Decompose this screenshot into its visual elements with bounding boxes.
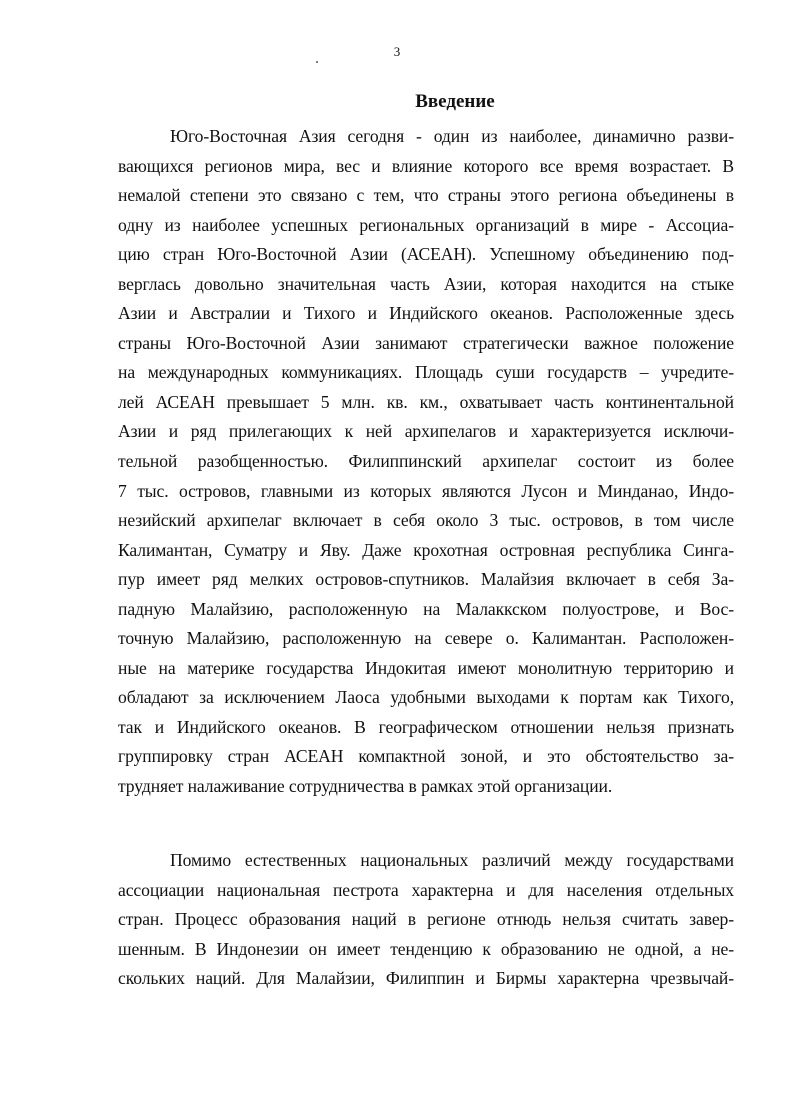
text-line: цию стран Юго-Восточной Азии (АСЕАН). Успешному объединению под- bbox=[118, 244, 734, 265]
text-line: группировку стран АСЕАН компактной зоной, и это обстоятельство за- bbox=[118, 746, 734, 767]
paragraph-2 bbox=[118, 846, 734, 994]
text-line: трудняет налаживание сотрудничества в рамках этой организации. bbox=[118, 776, 613, 797]
text-line: обладают за исключением Лаоса удобными выходами к портам как Тихого, bbox=[118, 687, 734, 708]
text-line: 7 тыс. островов, главными из которых являются Лусон и Минданао, Индо- bbox=[118, 480, 734, 501]
text-line: лей АСЕАН превышает 5 млн. кв. км., охватывает часть континентальной bbox=[118, 391, 734, 412]
text-line: незийский архипелаг включает в себя около 3 тыс. островов, в том числе bbox=[118, 510, 734, 531]
page-number: 3 bbox=[393, 44, 401, 59]
text-line: падную Малайзию, расположенную на Малаккском полуострове, и Вос- bbox=[118, 598, 734, 619]
paragraph-1 bbox=[118, 122, 734, 802]
text-line: Калимантан, Суматру и Яву. Даже крохотная островная республика Синга- bbox=[118, 539, 734, 560]
text-line: страны Юго-Восточной Азии занимают стратегически важное положение bbox=[118, 332, 734, 353]
text-line: одну из наиболее успешных региональных организаций в мире - Ассоциа- bbox=[118, 214, 734, 235]
text-line: тельной разобщенностью. Филиппинский архипелаг состоит из более bbox=[118, 451, 734, 472]
text-line: так и Индийского океанов. В географическом отношении нельзя признать bbox=[118, 716, 734, 737]
text-line: немалой степени это связано с тем, что страны этого региона объединены в bbox=[118, 185, 734, 206]
text-line: Помимо естественных национальных различий между государствами bbox=[170, 850, 734, 870]
text-line: на международных коммуникациях. Площадь суши государств – учредите- bbox=[118, 362, 734, 383]
text-line: пур имеет ряд мелких островов-спутников. Малайзия включает в себя За- bbox=[118, 569, 734, 590]
text-line: Азии и ряд прилегающих к ней архипелагов и характеризуется исключи- bbox=[118, 421, 734, 442]
text-line: ассоциации национальная пестрота характерна и для населения отдельных bbox=[118, 879, 734, 900]
text-line: Азии и Австралии и Тихого и Индийского океанов. Расположенные здесь bbox=[118, 303, 734, 324]
scan-speck bbox=[316, 61, 318, 63]
text-line: стран. Процесс образования наций в регионе отнюдь нельзя считать завер- bbox=[118, 909, 734, 930]
section-heading: Введение bbox=[415, 91, 495, 112]
text-line: скольких наций. Для Малайзии, Филиппин и Бирмы характерна чрезвычай- bbox=[118, 968, 734, 989]
text-line: шенным. В Индонезии он имеет тенденцию к образованию не одной, а не- bbox=[118, 938, 734, 959]
text-line: ные на материке государства Индокитая имеют монолитную территорию и bbox=[118, 657, 734, 678]
text-line: верглась довольно значительная часть Азии, которая находится на стыке bbox=[118, 273, 734, 294]
text-line: вающихся регионов мира, вес и влияние которого все время возрастает. В bbox=[118, 155, 734, 176]
text-line: точную Малайзию, расположенную на севере о. Калимантан. Расположен- bbox=[118, 628, 734, 649]
text-line: Юго-Восточная Азия сегодня - один из наиболее, динамично разви- bbox=[170, 126, 734, 146]
